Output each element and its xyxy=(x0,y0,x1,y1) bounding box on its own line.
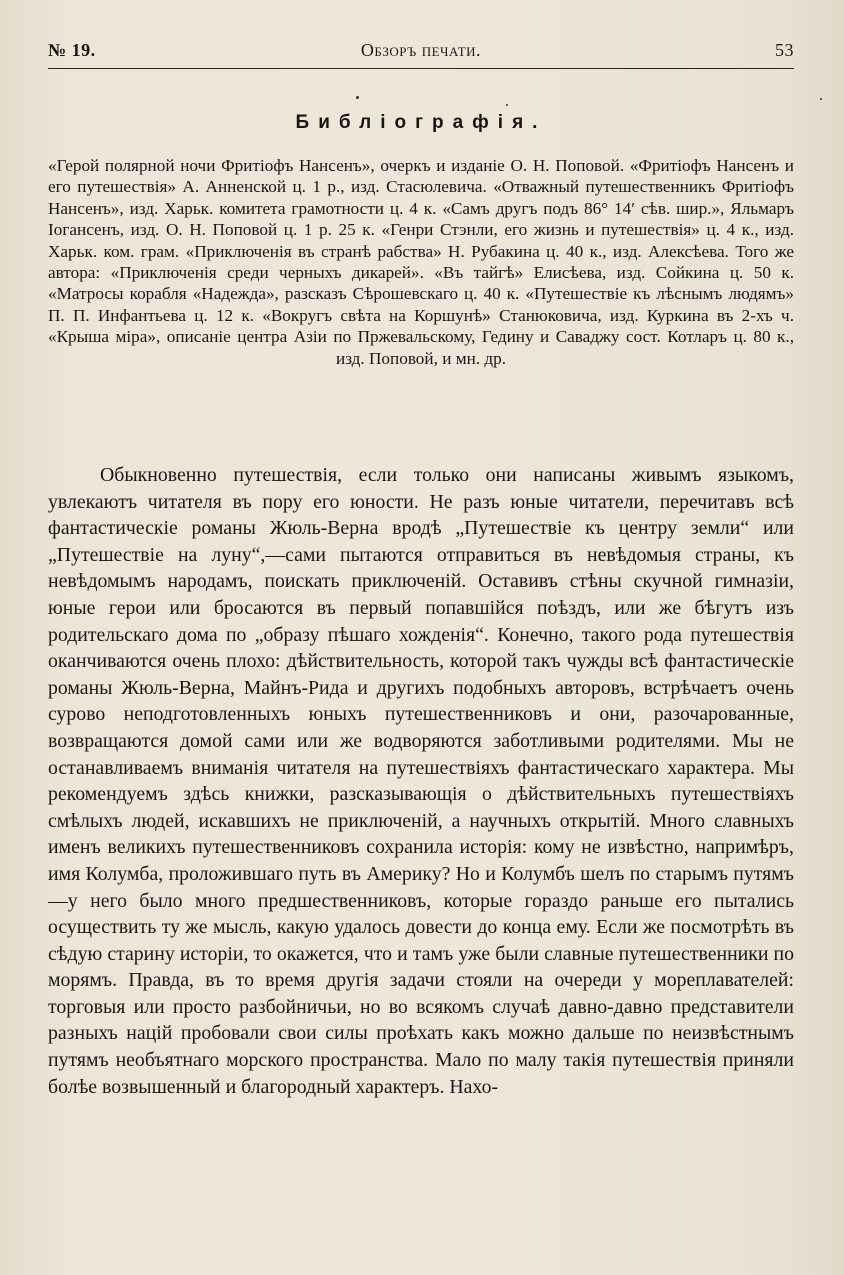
bibliography-heading: Библіографія. xyxy=(295,112,547,133)
print-speck xyxy=(356,96,359,99)
running-header xyxy=(48,36,794,68)
issue-number: № 19. xyxy=(48,40,96,60)
page-number: 53 xyxy=(775,40,794,60)
bibliography-entries: «Герой полярной ночи Фритіофъ Нансенъ», очеркъ и изданіе О. Н. Поповой. «Фритіофъ Нансенъ и его путешествія» А. Анненской ц. 1 р., изд. Стасюлевича. «Отважный путешественникъ Фритіофъ Нансенъ», изд. Харьк. комитета грамотности ц. 4 к. «Самъ другъ подъ 86° 14′ сѣв. шир.», Яльмаръ Іогансенъ, изд. О. Н. Поповой ц. 1 р. 25 к. «Генри Стэнли, его жизнь и путешествія» ц. 4 к., изд. Харьк. ком. грам. «Приключенія въ странѣ рабства» Н. Рубакина ц. 40 к., изд. Алексѣева. Того же автора: «Приключенія среди черныхъ дикарей». «Въ тайгѣ» Елисѣева, изд. Сойкина ц. 50 к. «Матросы корабля «Надежда», разсказъ Сѣрошевскаго ц. 40 к. «Путешествіе къ лѣснымъ людямъ» П. П. Инфантьева ц. 12 к. «Вокругъ свѣта на Коршунѣ» Станюковича, изд. Куркина въ 2-хъ ч. «Крыша міра», описаніе центра Азіи по Пржевальскому, Гедину и Саваджу сост. Котларъ ц. 80 к., изд. Поповой, и мн. др. xyxy=(48,156,794,368)
header-rule xyxy=(48,68,794,69)
print-speck xyxy=(820,98,822,100)
article-paragraph: Обыкновенно путешествія, если только они написаны живымъ языкомъ, увлекаютъ читателя въ пору его юности. Не разъ юные читатели, перечитавъ всѣ фантастическіе романы Жюль-Верна вродѣ „Путешествіе къ центру земли“ или „Путешествіе на луну“,—сами пытаются отправиться въ невѣдомыя страны, къ невѣдомымъ народамъ, поискать приключеній. Оставивъ стѣны скучной гимназіи, юные герои или бросаются въ первый попавшійся поѣздъ, или же бѣгутъ изъ родительскаго дома по „образу пѣшаго хожденія“. Конечно, такого рода путешествія оканчиваются очень плохо: дѣйствительность, которой такъ чужды всѣ фантастическіе романы Жюль-Верна, Майнъ-Рида и другихъ подобныхъ авторовъ, встрѣчаетъ очень сурово неподготовленныхъ юныхъ путешественниковъ и они, разочарованные, возвращаются домой сами или же водворяются заботливыми родителями. Мы не останавливаемъ вниманія читателя на путешествіяхъ фантастическаго характера. Мы рекомендуемъ здѣсь книжки, разсказывающія о дѣйствительныхъ путешествіяхъ смѣлыхъ людей, искавшихъ не приключеній, а научныхъ открытій. Много славныхъ именъ великихъ путешественниковъ сохранила исторія: кому не извѣстно, напримѣръ, имя Колумба, проложившаго путь въ Америку? Но и Колумбъ шелъ по старымъ путямъ—у него было много предшественниковъ, которые гораздо раньше его пытались осуществить ту же мысль, какую удалось довести до конца ему. Если же посмотрѣть въ сѣдую старину исторіи, то окажется, что и тамъ уже были славные путешественники по морямъ. Правда, въ то время другія задачи стояли на очереди у мореплавателей: торговыя или просто разбойничьи, но во всякомъ случаѣ давно-давно представители разныхъ націй пробовали свои силы проѣхать какъ можно дальше по неизвѣстнымъ путямъ необъятнаго морского пространства. Мало по малу такія путешествія приняли болѣе возвышенный и благородный характеръ. Нахо- xyxy=(48,464,794,1098)
section-title-header: Обзоръ печати. xyxy=(360,40,482,60)
print-speck xyxy=(506,104,508,106)
